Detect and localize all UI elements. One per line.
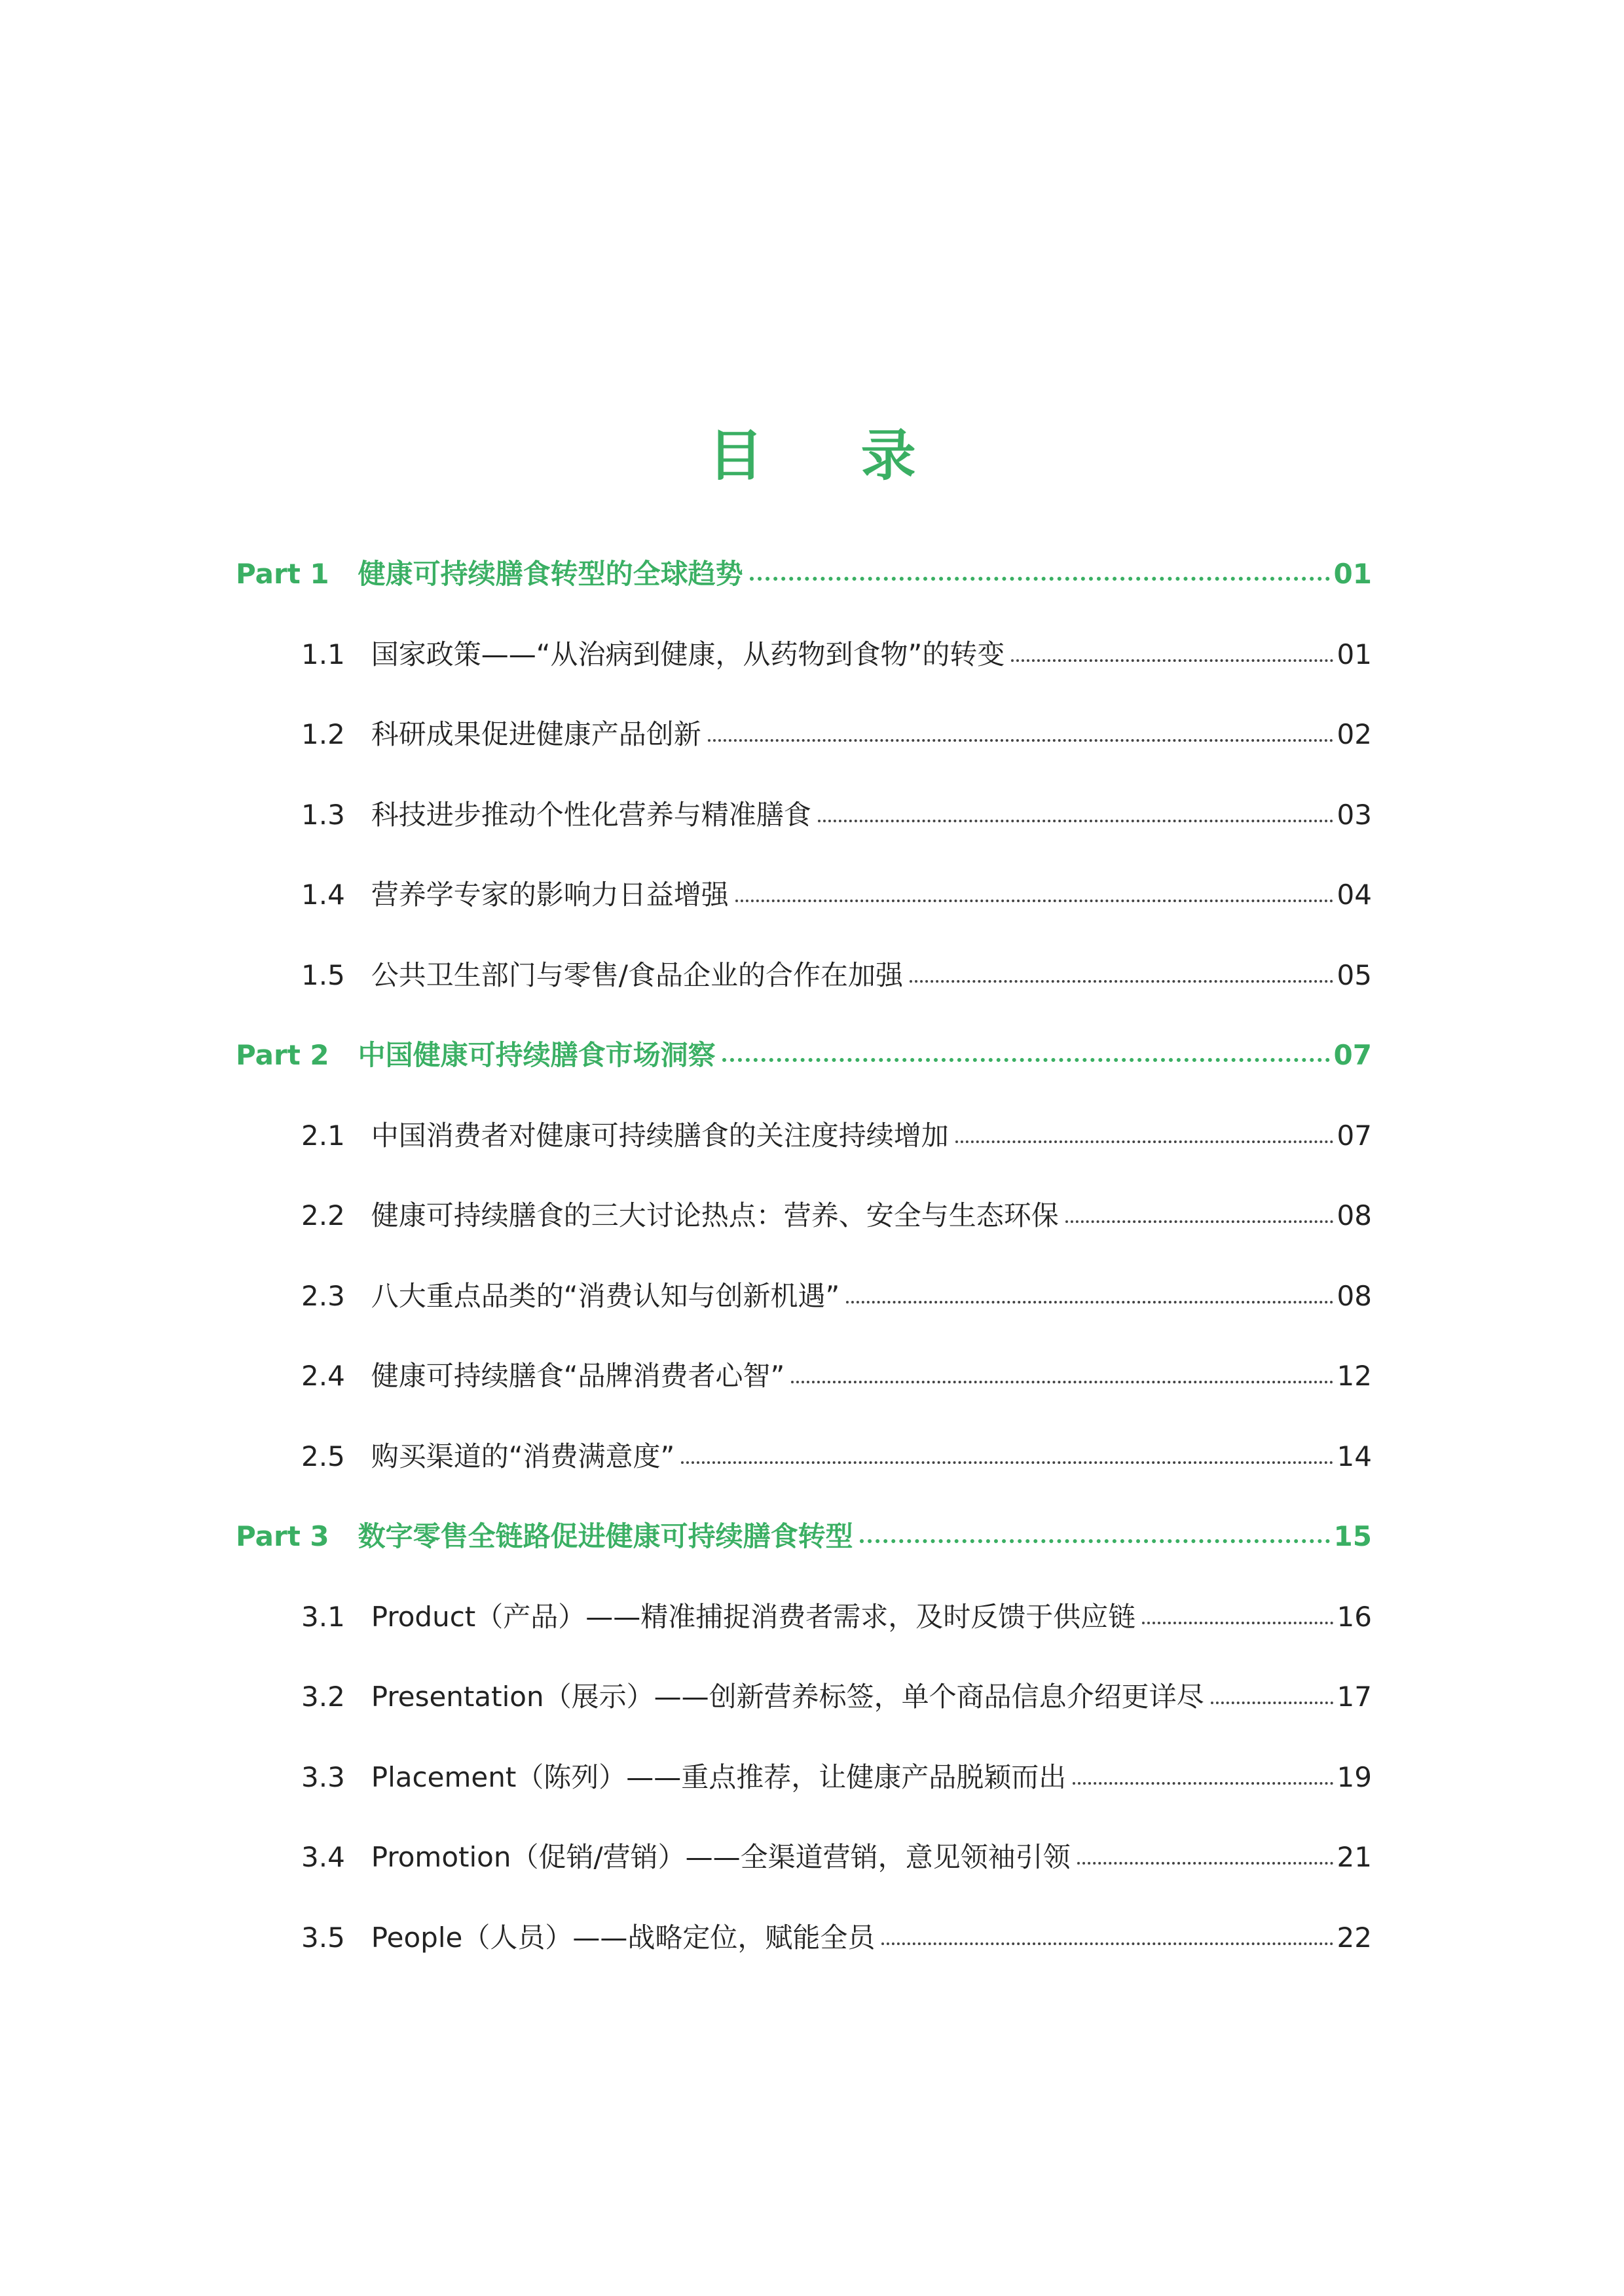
table-of-contents: [236, 551, 1372, 1995]
page-number: 01: [1337, 638, 1372, 670]
dot-leader: [722, 1058, 1330, 1062]
page-title: 目 录: [708, 424, 955, 488]
part-number: Part 2: [236, 1039, 329, 1071]
section-title: 购买渠道的“消费满意度”: [371, 1440, 675, 1472]
part-number: Part 1: [236, 558, 329, 590]
section-title: 中国消费者对健康可持续膳食的关注度持续增加: [371, 1119, 949, 1152]
section-number: 2.4: [301, 1360, 345, 1392]
section-title: 健康可持续膳食“品牌消费者心智”: [371, 1360, 785, 1392]
section-number: 1.5: [301, 958, 345, 991]
section-number: 2.2: [301, 1199, 345, 1231]
section-number: 2.3: [301, 1279, 345, 1312]
dot-leader: [860, 1539, 1330, 1543]
dot-leader: [708, 739, 1333, 742]
section-title: Placement（陈列）——重点推荐，让健康产品脱颖而出: [371, 1760, 1067, 1793]
page-number: 07: [1337, 1119, 1372, 1152]
part-title: 健康可持续膳食转型的全球趋势: [358, 558, 743, 590]
section-number: 2.1: [301, 1119, 345, 1152]
section-title: 国家政策——“从治病到健康，从药物到食物”的转变: [371, 638, 1005, 670]
page-number: 21: [1337, 1841, 1372, 1873]
toc-item-1-3[interactable]: [236, 792, 1372, 873]
dot-leader: [1065, 1220, 1333, 1223]
dot-leader: [910, 980, 1333, 983]
page-number: 04: [1337, 879, 1372, 911]
toc-item-1-2[interactable]: [236, 712, 1372, 792]
section-number: 3.2: [301, 1681, 345, 1713]
dot-leader: [846, 1301, 1333, 1303]
toc-item-1-1[interactable]: [236, 632, 1372, 712]
section-title: Presentation（展示）——创新营养标签，单个商品信息介绍更详尽: [371, 1681, 1204, 1713]
toc-item-3-1[interactable]: [236, 1594, 1372, 1675]
toc-item-3-4[interactable]: [236, 1834, 1372, 1915]
toc-item-1-5[interactable]: [236, 953, 1372, 1033]
toc-item-2-1[interactable]: [236, 1113, 1372, 1194]
page-number: 19: [1337, 1760, 1372, 1793]
page-number: 08: [1337, 1279, 1372, 1312]
toc-item-2-5[interactable]: [236, 1434, 1372, 1514]
toc-item-3-3[interactable]: [236, 1755, 1372, 1835]
part-number: Part 3: [236, 1520, 329, 1552]
page-number: 17: [1337, 1681, 1372, 1713]
dot-leader: [1142, 1622, 1333, 1624]
page-number: 08: [1337, 1199, 1372, 1231]
section-title: 营养学专家的影响力日益增强: [371, 879, 729, 911]
dot-leader: [750, 577, 1330, 581]
page-number: 14: [1337, 1440, 1372, 1472]
toc-item-2-2[interactable]: [236, 1193, 1372, 1273]
toc-part-2[interactable]: [236, 1032, 1372, 1113]
dot-leader: [818, 820, 1333, 822]
section-number: 1.1: [301, 638, 345, 670]
dot-leader: [1011, 659, 1333, 662]
section-number: 2.5: [301, 1440, 345, 1472]
section-title: 科技进步推动个性化营养与精准膳食: [371, 798, 811, 831]
page-number: 02: [1337, 718, 1372, 750]
dot-leader: [791, 1381, 1333, 1383]
section-number: 3.4: [301, 1841, 345, 1873]
toc-item-3-2[interactable]: [236, 1674, 1372, 1755]
dot-leader: [681, 1461, 1333, 1464]
dot-leader: [1211, 1702, 1333, 1704]
toc-item-3-5[interactable]: [236, 1915, 1372, 1995]
dot-leader: [1073, 1782, 1333, 1785]
page-number: 15: [1333, 1520, 1372, 1552]
dot-leader: [955, 1140, 1333, 1143]
page-number: 16: [1337, 1600, 1372, 1633]
dot-leader: [881, 1942, 1333, 1945]
page-number: 05: [1337, 958, 1372, 991]
toc-item-2-4[interactable]: [236, 1353, 1372, 1434]
dot-leader: [1077, 1862, 1333, 1865]
section-number: 3.3: [301, 1760, 345, 1793]
page-number: 12: [1337, 1360, 1372, 1392]
section-title: 科研成果促进健康产品创新: [371, 718, 701, 750]
section-number: 1.4: [301, 879, 345, 911]
toc-part-1[interactable]: [236, 551, 1372, 632]
section-title: People（人员）——战略定位，赋能全员: [371, 1921, 876, 1954]
section-title: 公共卫生部门与零售/食品企业的合作在加强: [371, 958, 903, 991]
page-number: 03: [1337, 798, 1372, 831]
toc-item-2-3[interactable]: [236, 1273, 1372, 1354]
section-title: 八大重点品类的“消费认知与创新机遇”: [371, 1279, 840, 1312]
toc-part-3[interactable]: [236, 1514, 1372, 1594]
section-title: Product（产品）——精准捕捉消费者需求，及时反馈于供应链: [371, 1600, 1136, 1633]
section-number: 1.2: [301, 718, 345, 750]
part-title: 数字零售全链路促进健康可持续膳食转型: [358, 1520, 853, 1552]
section-title: 健康可持续膳食的三大讨论热点：营养、安全与生态环保: [371, 1199, 1059, 1231]
section-number: 1.3: [301, 798, 345, 831]
section-number: 3.1: [301, 1600, 345, 1633]
dot-leader: [735, 900, 1333, 902]
page-number: 07: [1333, 1039, 1372, 1071]
toc-item-1-4[interactable]: [236, 872, 1372, 953]
section-number: 3.5: [301, 1921, 345, 1954]
section-title: Promotion（促销/营销）——全渠道营销，意见领袖引领: [371, 1841, 1071, 1873]
part-title: 中国健康可持续膳食市场洞察: [358, 1039, 716, 1071]
page-number: 01: [1333, 558, 1372, 590]
page-number: 22: [1337, 1921, 1372, 1954]
